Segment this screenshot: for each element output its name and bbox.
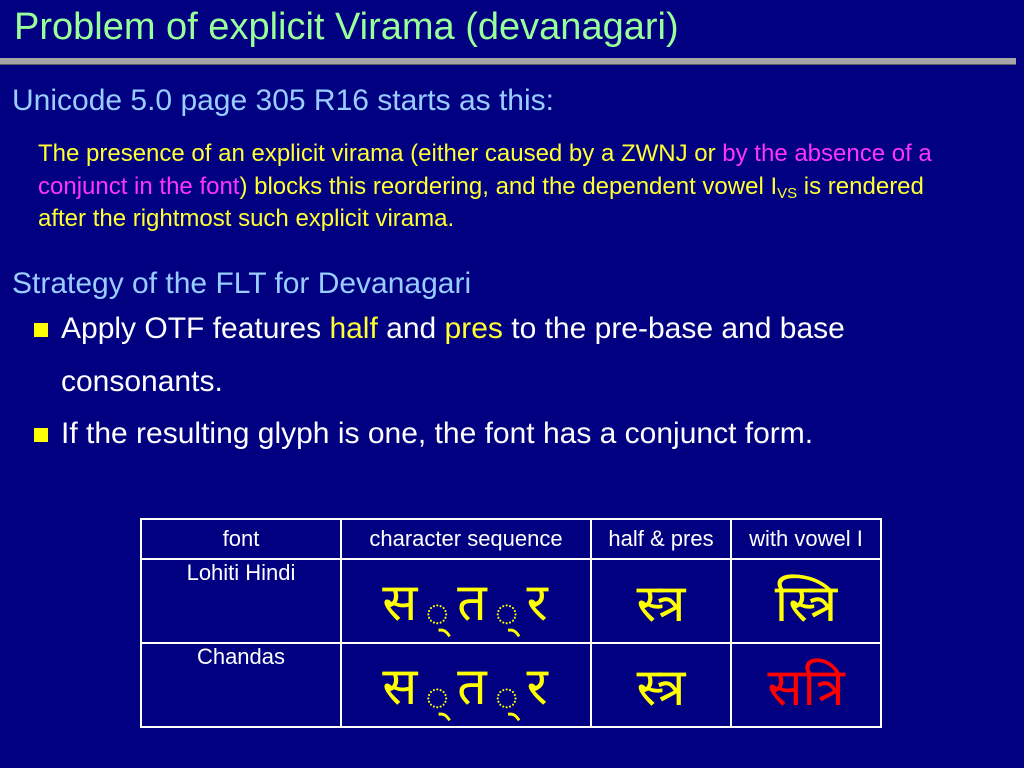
bullet-square-icon — [34, 323, 48, 337]
header-with-vowel: with vowel I — [731, 519, 881, 559]
seq-virama: ् — [494, 589, 521, 636]
bullet-text: If the resulting glyph is one, the font has a conjunct form. — [61, 417, 814, 450]
half-pres-glyph — [591, 559, 731, 643]
intro-heading: Unicode 5.0 page 305 R16 starts as this: — [12, 84, 554, 117]
seq-char: र — [526, 572, 550, 633]
header-font: font — [141, 519, 341, 559]
seq-virama: ् — [494, 673, 521, 720]
with-vowel-glyph — [731, 559, 881, 643]
bullet-text-post: to the pre-base and base consonants. — [61, 312, 845, 398]
quote-highlight: by the absence of a conjunct in the font — [38, 140, 932, 200]
half-pres-glyph — [591, 643, 731, 727]
seq-virama: ् — [425, 589, 452, 636]
half-pres-text: स्त्र — [636, 573, 686, 634]
character-sequence — [341, 643, 591, 727]
font-name: Chandas — [141, 643, 341, 727]
bullet-text-mid: and — [377, 312, 445, 345]
bullet-item-1 — [34, 302, 914, 408]
quote-part-1: The presence of an explicit virama (either caused by a ZWNJ or — [38, 140, 723, 167]
quote-part-3: is rendered after the rightmost such explicit virama. — [38, 172, 924, 232]
character-sequence — [341, 559, 591, 643]
seq-char: र — [526, 656, 550, 717]
unicode-quote — [38, 138, 968, 236]
feature-pres: pres — [444, 312, 503, 345]
header-half-pres: half & pres — [591, 519, 731, 559]
table-header-row — [141, 519, 881, 559]
header-character-sequence: character sequence — [341, 519, 591, 559]
seq-char: त — [457, 656, 489, 717]
table-row — [141, 643, 881, 727]
font-name: Lohiti Hindi — [141, 559, 341, 643]
with-vowel-text: स्त्रि — [774, 573, 838, 634]
feature-half: half — [329, 312, 378, 345]
with-vowel-text: सत्रि — [767, 657, 845, 718]
bullet-text — [34, 302, 914, 408]
seq-virama: ् — [425, 673, 452, 720]
quote-subscript: VS — [777, 184, 798, 202]
comparison-table — [140, 518, 882, 728]
seq-char: स — [382, 572, 420, 633]
bullet-square-icon — [34, 428, 48, 442]
bullet-item-2 — [34, 407, 914, 460]
strategy-heading: Strategy of the FLT for Devanagari — [12, 267, 472, 300]
title-divider — [0, 58, 1016, 65]
half-pres-text: स्त्र — [636, 657, 686, 718]
slide-title: Problem of explicit Virama (devanagari) — [14, 6, 679, 48]
quote-part-2: ) blocks this reordering, and the dependent vowel I — [239, 172, 778, 200]
seq-char: त — [457, 572, 489, 633]
bullet-text-pre: Apply OTF features — [61, 312, 330, 345]
table-row — [141, 559, 881, 643]
with-vowel-glyph — [731, 643, 881, 727]
seq-char: स — [382, 656, 420, 717]
